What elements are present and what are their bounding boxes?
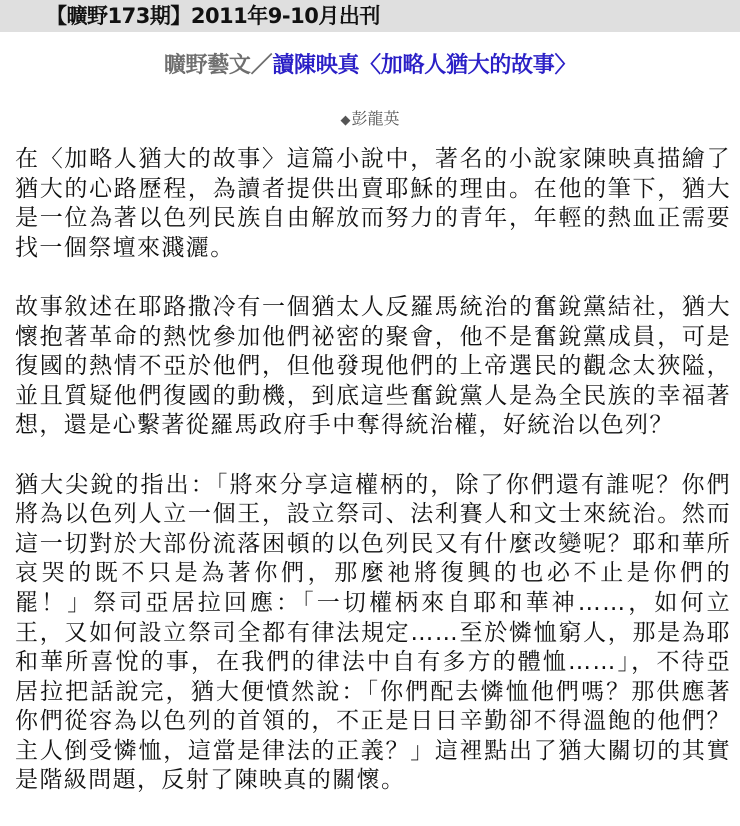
paragraph: 故事敘述在耶路撒冷有一個猶太人反羅馬統治的奮銳黨結社，猶大懷抱著革命的熱忱參加他們祕密的聚會，他不是奮銳黨成員，可是復國的熱情不亞於他們，但他發現他們的上帝選民的觀念太狹隘，並且質疑他們復國的動機，到底這些奮銳黨人是為全民族的幸福著想，還是心繫著從羅馬政府手中奪得統治權，好統治以色列？ <box>15 293 731 439</box>
column-name: 曠野藝文／ <box>163 53 273 78</box>
paragraph: 猶大尖銳的指出：「將來分享這權柄的，除了你們還有誰呢？你們將為以色列人立一個王，設立祭司、法利賽人和文士來統治。然而這一切對於大部份流落困頓的以色列民又有什麼改變呢？耶和華所哀哭的既不只是為著你們，那麼祂將復興的也必不止是你們的罷！」祭司亞居拉回應：「一切權柄來自耶和華神……，如何立王，又如何設立祭司全都有律法規定……至於憐恤窮人，那是為耶和華所喜悅的事，在我們的律法中自有多方的體恤……」，不待亞居拉把話說完，猶大便憤然說：「你們配去憐恤他們嗎？那供應著你們從容為以色列的首領的，不正是日日辛勤卻不得溫飽的他們？主人倒受憐恤，這當是律法的正義？」這裡點出了猶大關切的其實是階級問題，反射了陳映真的關懷。 <box>15 471 731 794</box>
article-body <box>15 145 731 826</box>
issue-header-bar <box>0 0 740 32</box>
author-byline <box>0 108 740 132</box>
article-title <box>0 52 740 80</box>
paragraph: 在〈加略人猶大的故事〉這篇小說中，著名的小說家陳映真描繪了猶大的心路歷程，為讀者提供出賣耶穌的理由。在他的筆下，猶大是一位為著以色列民族自由解放而努力的青年，年輕的熱血正需要找一個祭壇來濺灑。 <box>15 146 731 261</box>
diamond-icon: ◆ <box>340 113 351 128</box>
author-name: 彭龍英 <box>351 109 400 128</box>
article-title-link[interactable]: 讀陳映真〈加略人猶大的故事〉 <box>272 53 577 78</box>
issue-label: 【曠野173期】2011年9-10月出刊 <box>46 4 380 28</box>
